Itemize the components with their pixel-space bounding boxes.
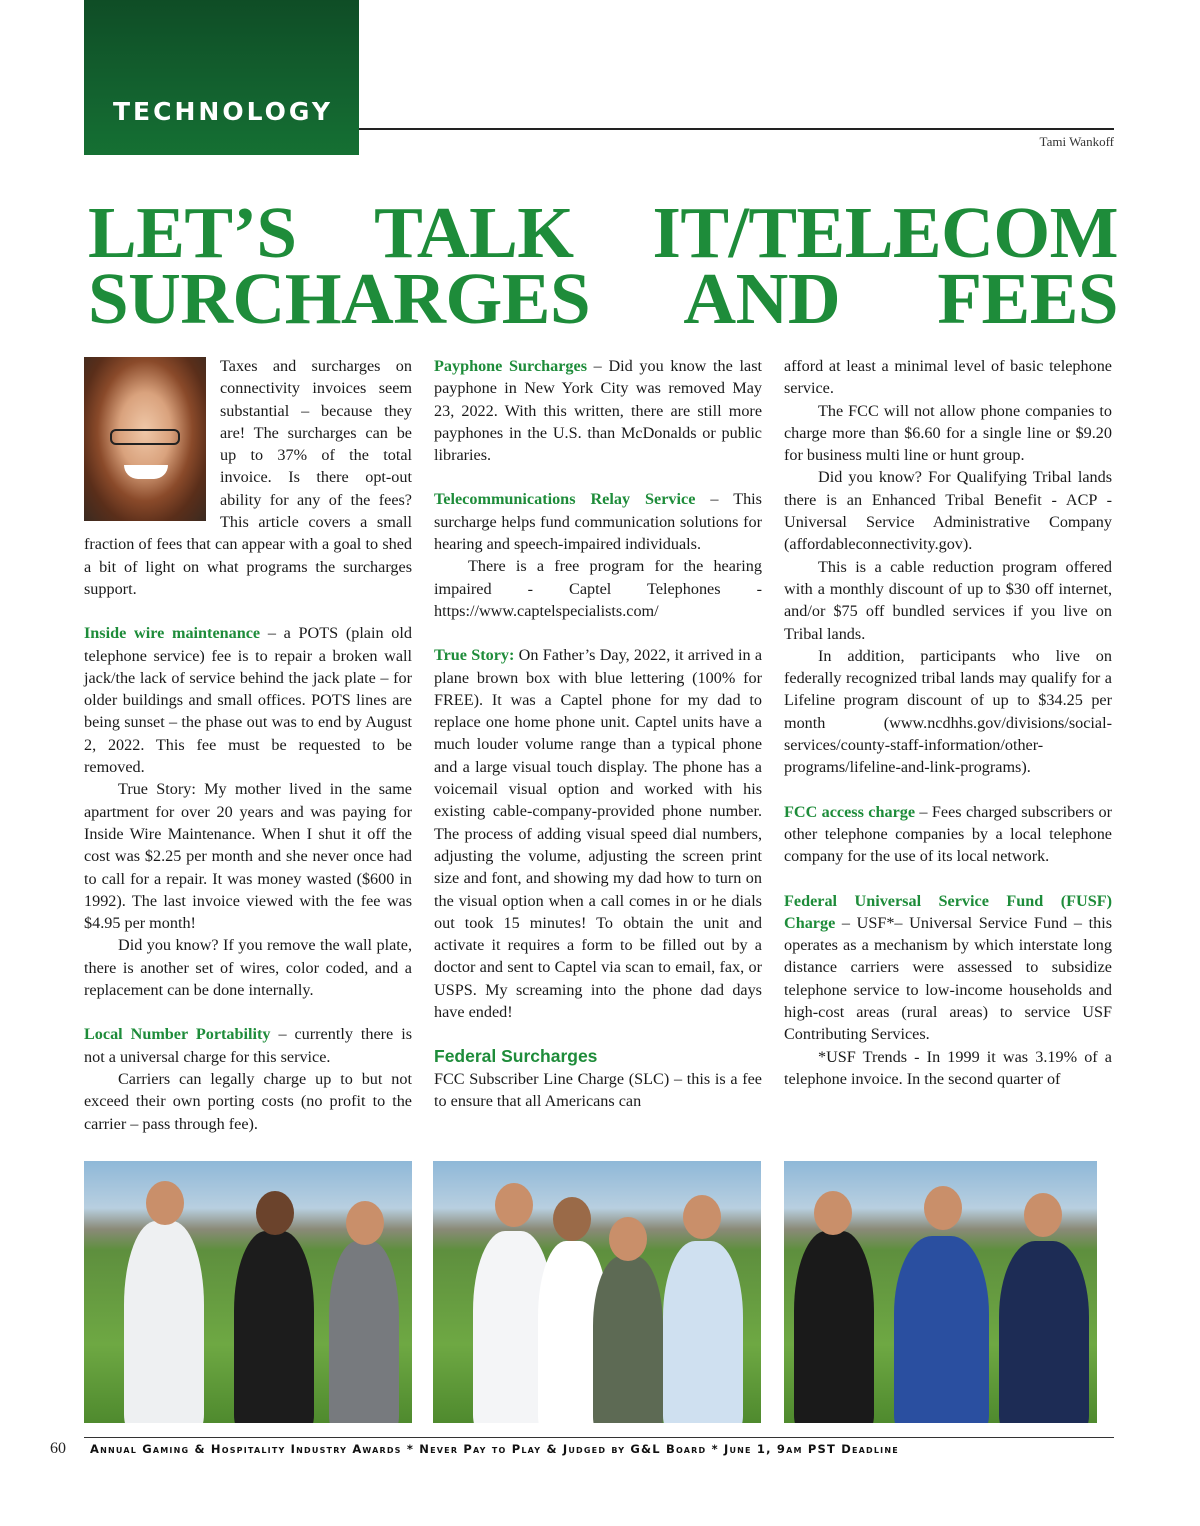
golfer-head xyxy=(256,1191,294,1235)
lifeline-paragraph: In addition, participants who live on federally recognized tribal lands may qualify for a Lifeline program discount of up to $34.25 per month (www.ncdhhs.gov/divisions/social-services/county-staff-information/other-programs/lifeline-and-link-programs). xyxy=(784,646,1112,777)
headline-line-2: SURCHARGES AND FEES xyxy=(88,258,1118,339)
golfer-head xyxy=(609,1217,647,1261)
relay-text: – This surcharge helps fund communication solutions for hearing and speech-impaired individuals. xyxy=(434,490,762,554)
article-column-1 xyxy=(84,355,412,1135)
true-story-text: On Father’s Day, 2022, it arrived in a plane brown box with blue lettering (100% for FREE). It was a Captel phone for my dad to replace one home phone unit. Captel units have a much louder volume range than a typical phone and a large visual touch display. The phone has a voicemail visual option and worked with his existing cable-company-provided phone number. The process of adding visual speed dial numbers, adjusting the volume, adjusting the screen print size and font, and showing my dad how to turn on the visual option when a call comes in or he dials out took 15 minutes! To obtain the unit and activate it requires a form to be filled out by a doctor and sent to Captel via scan to email, fax, or USPS. My screaming into the phone dad days have ended! xyxy=(434,646,763,1022)
access-charge-text: – Fees charged subscribers or other telephone companies by a local telephone company for the use of its local network. xyxy=(784,802,1113,866)
header-rule xyxy=(359,128,1114,130)
golfer-figure xyxy=(999,1241,1089,1423)
fusf-paragraph xyxy=(784,890,1112,1046)
golfer-head xyxy=(814,1191,852,1235)
golfer-figure xyxy=(894,1236,989,1423)
golfer-head xyxy=(346,1201,384,1245)
golf-photo-2 xyxy=(433,1161,761,1423)
lnp-paragraph xyxy=(84,1023,412,1068)
golfer-figure xyxy=(329,1241,399,1423)
golfer-head xyxy=(553,1197,591,1241)
relay-heading: Telecommunications Relay Service xyxy=(434,490,696,509)
golfer-figure xyxy=(234,1231,314,1423)
fcc-limit-paragraph: The FCC will not allow phone companies to charge more than $6.60 for a single line or $9.20 for business multi line or hunt group. xyxy=(784,401,1112,465)
article-headline xyxy=(88,192,1118,339)
page-number: 60 xyxy=(50,1440,66,1457)
golfer-head xyxy=(146,1181,184,1225)
author-byline: Tami Wankoff xyxy=(1039,134,1114,149)
lnp-text: – currently there is not a universal charge for this service. xyxy=(84,1025,412,1066)
section-banner xyxy=(84,0,359,155)
inside-wire-paragraph xyxy=(84,622,412,778)
golf-photo-3 xyxy=(784,1161,1097,1423)
golfer-figure xyxy=(663,1241,743,1423)
true-story-heading: True Story: xyxy=(434,646,515,665)
inside-wire-text: – a POTS (plain old telephone service) fee is to repair a broken wall jack/the lack of service behind the jack plate – for older buildings and small offices. POTS lines are being sunset – the phase out was to end by August 2, 2022. This fee must be requested to be removed. xyxy=(84,624,412,777)
fusf-text: – USF*– Universal Service Fund – this operates as a mechanism by which interstate long distance carriers were assessed to subsidize telephone service to low-income households and high-cost areas (rural areas) to service USF Contributing Services. xyxy=(784,913,1112,1044)
golf-photo-1 xyxy=(84,1161,412,1423)
access-charge-heading: FCC access charge xyxy=(784,802,916,821)
smile-shape xyxy=(124,465,168,479)
carriers-paragraph: Carriers can legally charge up to but not exceed their own porting costs (no profit to the carrier – pass through fee). xyxy=(84,1069,412,1133)
golfer-head xyxy=(1024,1193,1062,1237)
true-story-paragraph xyxy=(434,644,762,1023)
article-column-3 xyxy=(784,355,1112,1090)
fusf-heading: Federal Universal Service Fund (FUSF) Charge xyxy=(784,891,1112,932)
payphone-text: – Did you know the last payphone in New York City was removed May 23, 2022. With this written, there are still more payphones in the U.S. than McDonalds or public libraries. xyxy=(434,357,762,465)
usf-trends-paragraph: *USF Trends - In 1999 it was 3.19% of a telephone invoice. In the second quarter of xyxy=(784,1047,1112,1088)
golfer-head xyxy=(495,1183,533,1227)
golfer-figure xyxy=(794,1231,874,1423)
golfer-head xyxy=(683,1195,721,1239)
payphone-heading: Payphone Surcharges xyxy=(434,357,587,375)
federal-slc-paragraph: FCC Subscriber Line Charge (SLC) – this is a fee to ensure that all Americans can xyxy=(434,1069,762,1110)
glasses-shape xyxy=(110,429,180,445)
payphone-paragraph xyxy=(434,355,762,466)
headline-line-1: LET’S TALK IT/TELECOM xyxy=(88,192,1118,273)
intro-paragraph: Taxes and surcharges on connectivity invoices seem substantial – because they are! The surcharges can be up to 37% of the total invoice. Is there opt-out ability for any of the fees? This article covers a small fraction of fees that can appear with a goal to shed a bit of light on what programs the surcharges support. xyxy=(84,357,412,598)
golfer-figure xyxy=(124,1221,204,1423)
tribal-paragraph: Did you know? For Qualifying Tribal lands there is an Enhanced Tribal Benefit - ACP - Universal Service Administrative Company (affordableconnectivity.gov). xyxy=(784,468,1112,554)
free-program-paragraph: There is a free program for the hearing impaired - Captel Telephones - https://www.captelspecialists.com/ xyxy=(434,557,762,620)
lnp-heading: Local Number Portability xyxy=(84,1025,271,1044)
mother-story-paragraph: True Story: My mother lived in the same apartment for over 20 years and was paying for Inside Wire Maintenance. When I shut it off the cost was $2.25 per month and she never once had to call for a repair. It was money wasted ($600 in 1992). The last invoice viewed with the fee was $4.95 per month! xyxy=(84,780,412,933)
footer-banner-text: Annual Gaming & Hospitality Industry Awards * Never Pay to Play & Judged by G&L Board * June 1, 9am PST Deadline xyxy=(90,1442,899,1456)
federal-surcharges-heading: Federal Surcharges xyxy=(434,1046,598,1067)
golfer-head xyxy=(924,1186,962,1230)
cable-reduction-paragraph: This is a cable reduction program offered with a monthly discount of up to $30 off internet, and/or $75 off bundled services if you live on Tribal lands. xyxy=(784,557,1112,643)
article-column-2 xyxy=(434,355,762,1112)
wall-plate-paragraph: Did you know? If you remove the wall plate, there is another set of wires, color coded, and a replacement can be done internally. xyxy=(84,936,412,1000)
access-charge-paragraph xyxy=(784,801,1112,868)
golfer-figure xyxy=(593,1256,663,1423)
footer-rule xyxy=(84,1437,1114,1438)
section-label: TECHNOLOGY xyxy=(113,97,333,126)
inside-wire-heading: Inside wire maintenance xyxy=(84,624,261,643)
relay-paragraph xyxy=(434,488,762,555)
author-portrait-image xyxy=(84,357,206,521)
afford-paragraph: afford at least a minimal level of basic telephone service. xyxy=(784,357,1112,398)
